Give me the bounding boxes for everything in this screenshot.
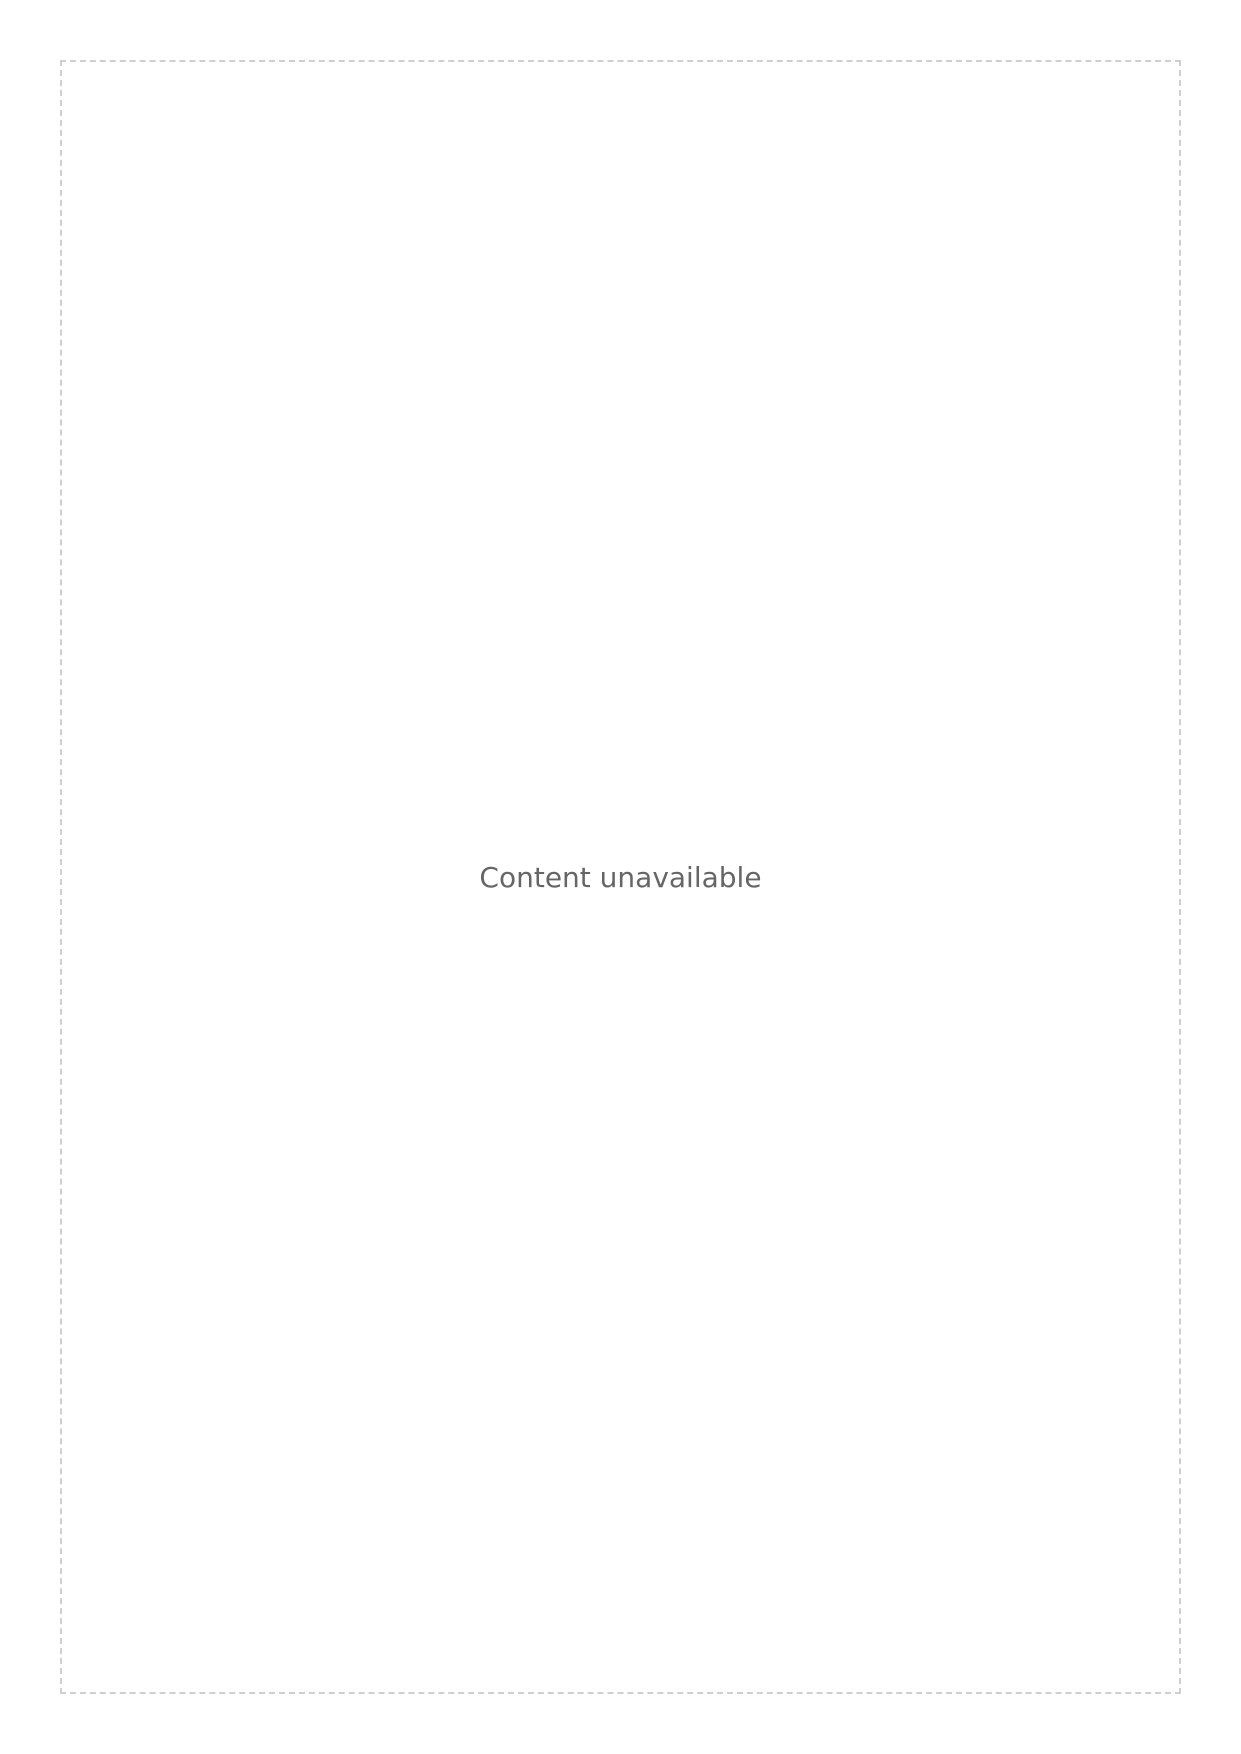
placeholder-message: Content unavailable [479, 860, 762, 894]
placeholder-frame [60, 60, 1181, 1694]
